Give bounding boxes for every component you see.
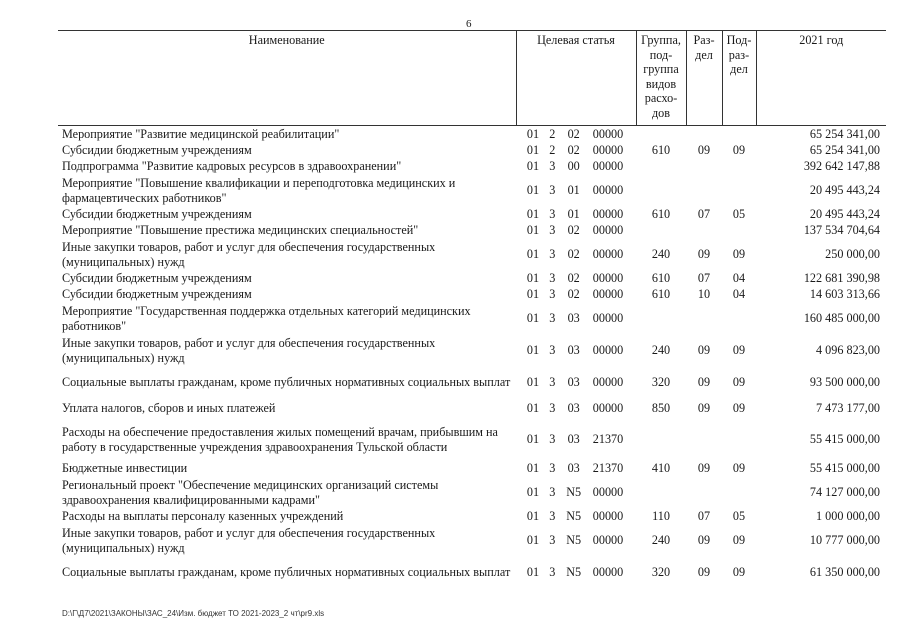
row-subsection	[722, 419, 756, 461]
target-direction: 21370	[592, 432, 624, 447]
row-section: 10	[697, 287, 711, 302]
row-target	[516, 557, 636, 589]
table-row	[58, 525, 886, 557]
table-row	[58, 335, 886, 367]
table-row	[58, 207, 886, 223]
row-subsection: 05	[732, 207, 746, 222]
target-event: 02	[567, 247, 580, 262]
target-subprogram: 3	[549, 375, 556, 390]
target-subprogram: 3	[549, 183, 556, 198]
target-program: 01	[526, 271, 540, 286]
header-year: 2021 год	[756, 31, 886, 126]
target-program: 01	[526, 461, 540, 476]
row-group	[636, 159, 686, 175]
target-program: 01	[526, 223, 540, 238]
target-event: 03	[567, 461, 580, 476]
target-program: 01	[526, 207, 540, 222]
row-section	[686, 303, 722, 335]
table-row	[58, 399, 886, 419]
target-subprogram: 3	[549, 509, 556, 524]
target-event: 01	[567, 183, 580, 198]
target-event: N5	[566, 485, 582, 500]
target-subprogram: 2	[549, 127, 556, 141]
row-amount: 14 603 313,66	[809, 287, 880, 302]
header-subsection: Под-раз-дел	[722, 31, 756, 126]
row-section: 09	[697, 533, 711, 548]
table-row	[58, 175, 886, 207]
row-section	[686, 419, 722, 461]
row-group: 850	[651, 401, 671, 416]
target-direction: 00000	[592, 159, 624, 174]
target-subprogram: 3	[549, 159, 556, 174]
table-row	[58, 287, 886, 303]
row-group	[636, 303, 686, 335]
row-group: 610	[651, 287, 671, 302]
target-subprogram: 3	[549, 223, 556, 238]
target-direction: 00000	[592, 247, 624, 262]
target-event: 03	[567, 375, 580, 390]
target-event: N5	[566, 509, 582, 524]
target-subprogram: 3	[549, 311, 556, 326]
row-group: 110	[652, 509, 670, 524]
row-group: 610	[651, 207, 671, 222]
target-direction: 00000	[592, 207, 624, 222]
row-subsection: 09	[732, 143, 746, 158]
target-program: 01	[526, 509, 540, 524]
header-section: Раз-дел	[686, 31, 722, 126]
row-target	[516, 126, 636, 143]
target-event: N5	[566, 565, 582, 580]
row-name: Расходы на выплаты персоналу казенных учреждений	[62, 509, 344, 524]
target-direction: 00000	[592, 287, 624, 302]
file-path-footer: D:\Г\Д7\2021\ЗАКОНЫ\ЗАС_24\Изм. бюджет ТО 2021-2023_2 чт\pr9.xls	[62, 609, 325, 618]
target-direction: 00000	[592, 375, 624, 390]
row-target	[516, 271, 636, 287]
target-event: 02	[567, 271, 580, 286]
target-program: 01	[526, 247, 540, 262]
row-subsection: 09	[732, 533, 746, 548]
row-subsection: 04	[732, 287, 746, 302]
row-target	[516, 509, 636, 525]
row-amount: 20 495 443,24	[809, 183, 880, 198]
row-name: Уплата налогов, сборов и иных платежей	[62, 401, 276, 416]
row-target	[516, 223, 636, 239]
target-subprogram: 2	[549, 143, 556, 158]
row-target	[516, 303, 636, 335]
row-name: Социальные выплаты гражданам, кроме публичных нормативных социальных выплат	[62, 375, 511, 390]
row-name: Субсидии бюджетным учреждениям	[62, 143, 252, 158]
row-target	[516, 159, 636, 175]
row-target	[516, 239, 636, 271]
row-group	[636, 126, 686, 143]
target-direction: 00000	[592, 143, 624, 158]
target-program: 01	[526, 343, 540, 358]
row-section: 07	[697, 271, 711, 286]
target-direction: 00000	[592, 223, 624, 238]
target-event: 03	[567, 432, 580, 447]
target-program: 01	[526, 127, 540, 141]
row-subsection: 09	[732, 565, 746, 580]
row-section: 09	[697, 375, 711, 390]
target-direction: 00000	[592, 343, 624, 358]
target-subprogram: 3	[549, 401, 556, 416]
row-target	[516, 175, 636, 207]
row-name: Расходы на обеспечение предоставления жилых помещений врачам, прибывшим на работу в государственные учреждения здравоохранения Тульской области	[62, 425, 498, 454]
row-name: Субсидии бюджетным учреждениям	[62, 207, 252, 222]
row-amount: 65 254 341,00	[809, 143, 880, 158]
target-direction: 00000	[592, 485, 624, 500]
target-event: 02	[567, 143, 580, 158]
target-direction: 00000	[592, 565, 624, 580]
row-section: 09	[697, 343, 711, 358]
row-target	[516, 419, 636, 461]
table-row	[58, 239, 886, 271]
page-number: 6	[466, 18, 472, 30]
table-row	[58, 143, 886, 159]
row-section	[686, 159, 722, 175]
row-subsection: 09	[732, 375, 746, 390]
target-subprogram: 3	[549, 287, 556, 302]
row-target	[516, 461, 636, 477]
target-program: 01	[526, 432, 540, 447]
target-subprogram: 3	[549, 271, 556, 286]
row-name: Мероприятие "Государственная поддержка отдельных категорий медицинских работников"	[62, 304, 471, 333]
row-group: 240	[651, 533, 671, 548]
target-program: 01	[526, 311, 540, 326]
row-amount: 392 642 147,88	[803, 159, 880, 174]
target-direction: 00000	[592, 311, 624, 326]
target-program: 01	[526, 287, 540, 302]
target-program: 01	[526, 375, 540, 390]
target-subprogram: 3	[549, 343, 556, 358]
row-name: Субсидии бюджетным учреждениям	[62, 287, 252, 302]
row-amount: 137 534 704,64	[803, 223, 880, 238]
row-amount: 4 096 823,00	[816, 343, 880, 358]
target-direction: 00000	[592, 533, 624, 548]
target-event: 03	[567, 401, 580, 416]
row-name: Мероприятие "Развитие медицинской реабилитации"	[62, 127, 340, 141]
row-section	[686, 223, 722, 239]
row-amount: 10 777 000,00	[809, 533, 880, 548]
row-subsection: 09	[732, 461, 746, 476]
table-row	[58, 477, 886, 509]
target-direction: 21370	[592, 461, 624, 476]
row-amount: 55 415 000,00	[809, 461, 880, 476]
row-name: Иные закупки товаров, работ и услуг для обеспечения государственных (муниципальных) нужд	[62, 240, 436, 269]
row-target	[516, 525, 636, 557]
row-section: 09	[697, 247, 711, 262]
row-section: 09	[697, 565, 711, 580]
row-target	[516, 399, 636, 419]
row-section: 09	[697, 401, 711, 416]
row-section: 09	[697, 461, 711, 476]
row-amount: 1 000 000,00	[816, 509, 880, 524]
row-amount: 122 681 390,98	[803, 271, 880, 286]
row-amount: 160 485 000,00	[803, 311, 880, 326]
row-group: 610	[651, 143, 671, 158]
row-name: Мероприятие "Повышение престижа медицинских специальностей"	[62, 223, 419, 238]
target-subprogram: 3	[549, 207, 556, 222]
target-program: 01	[526, 143, 540, 158]
row-amount: 74 127 000,00	[809, 485, 880, 500]
row-amount: 65 254 341,00	[809, 127, 880, 141]
row-amount: 61 350 000,00	[809, 565, 880, 580]
row-group: 320	[651, 375, 671, 390]
target-program: 01	[526, 183, 540, 198]
table-row	[58, 271, 886, 287]
target-event: 02	[567, 223, 580, 238]
row-group: 410	[651, 461, 671, 476]
row-subsection: 05	[732, 509, 746, 524]
row-group: 610	[651, 271, 671, 286]
target-direction: 00000	[592, 127, 624, 141]
row-subsection	[722, 175, 756, 207]
row-section: 07	[697, 207, 711, 222]
table-row	[58, 126, 886, 143]
target-event: N5	[566, 533, 582, 548]
target-event: 02	[567, 287, 580, 302]
target-subprogram: 3	[549, 247, 556, 262]
row-subsection	[722, 303, 756, 335]
table-row	[58, 557, 886, 589]
row-name: Иные закупки товаров, работ и услуг для обеспечения государственных (муниципальных) нужд	[62, 526, 436, 555]
row-name: Региональный проект "Обеспечение медицинских организаций системы здравоохранения квалифицированными кадрами"	[62, 478, 439, 507]
row-subsection	[722, 126, 756, 143]
table-row	[58, 419, 886, 461]
table-row	[58, 461, 886, 477]
row-amount: 55 415 000,00	[809, 432, 880, 447]
row-group: 240	[651, 247, 671, 262]
table-header-row	[58, 31, 886, 126]
row-subsection: 09	[732, 343, 746, 358]
target-event: 03	[567, 311, 580, 326]
target-program: 01	[526, 401, 540, 416]
target-subprogram: 3	[549, 533, 556, 548]
row-target	[516, 477, 636, 509]
header-name: Наименование	[58, 31, 516, 126]
row-subsection: 09	[732, 401, 746, 416]
target-direction: 00000	[592, 271, 624, 286]
row-group	[636, 419, 686, 461]
table-row	[58, 367, 886, 399]
row-subsection	[722, 477, 756, 509]
row-subsection: 04	[732, 271, 746, 286]
row-amount: 250 000,00	[825, 247, 880, 262]
table-row	[58, 509, 886, 525]
target-event: 00	[567, 159, 580, 174]
target-program: 01	[526, 565, 540, 580]
row-subsection	[722, 223, 756, 239]
row-name: Субсидии бюджетным учреждениям	[62, 271, 252, 286]
target-subprogram: 3	[549, 485, 556, 500]
target-program: 01	[526, 159, 540, 174]
target-program: 01	[526, 485, 540, 500]
table-row	[58, 303, 886, 335]
row-amount: 93 500 000,00	[809, 375, 880, 390]
target-subprogram: 3	[549, 565, 556, 580]
target-subprogram: 3	[549, 432, 556, 447]
row-group	[636, 223, 686, 239]
budget-table	[58, 30, 886, 589]
row-target	[516, 143, 636, 159]
row-target	[516, 335, 636, 367]
target-direction: 00000	[592, 183, 624, 198]
row-group	[636, 175, 686, 207]
row-subsection	[722, 159, 756, 175]
row-section: 09	[697, 143, 711, 158]
row-section: 07	[697, 509, 711, 524]
table-row	[58, 159, 886, 175]
row-section	[686, 175, 722, 207]
row-amount: 7 473 177,00	[816, 401, 880, 416]
target-subprogram: 3	[549, 461, 556, 476]
row-name: Мероприятие "Повышение квалификации и переподготовка медицинских и фармацевтических работников"	[62, 176, 456, 205]
row-group: 320	[651, 565, 671, 580]
row-name: Бюджетные инвестиции	[62, 461, 188, 476]
target-event: 03	[567, 343, 580, 358]
table-row	[58, 223, 886, 239]
target-event: 01	[567, 207, 580, 222]
row-group	[636, 477, 686, 509]
row-name: Иные закупки товаров, работ и услуг для обеспечения государственных (муниципальных) нужд	[62, 336, 436, 365]
row-section	[686, 477, 722, 509]
row-name: Социальные выплаты гражданам, кроме публичных нормативных социальных выплат	[62, 565, 511, 580]
header-target: Целевая статья	[516, 31, 636, 126]
target-direction: 00000	[592, 401, 624, 416]
row-name: Подпрограмма "Развитие кадровых ресурсов в здравоохранении"	[62, 159, 402, 174]
target-direction: 00000	[592, 509, 624, 524]
row-target	[516, 287, 636, 303]
header-group: Группа, под-группа видов расхо-дов	[636, 31, 686, 126]
target-event: 02	[567, 127, 580, 141]
row-target	[516, 207, 636, 223]
row-section	[686, 126, 722, 143]
row-group: 240	[651, 343, 671, 358]
row-amount: 20 495 443,24	[809, 207, 880, 222]
row-subsection: 09	[732, 247, 746, 262]
row-target	[516, 367, 636, 399]
target-program: 01	[526, 533, 540, 548]
